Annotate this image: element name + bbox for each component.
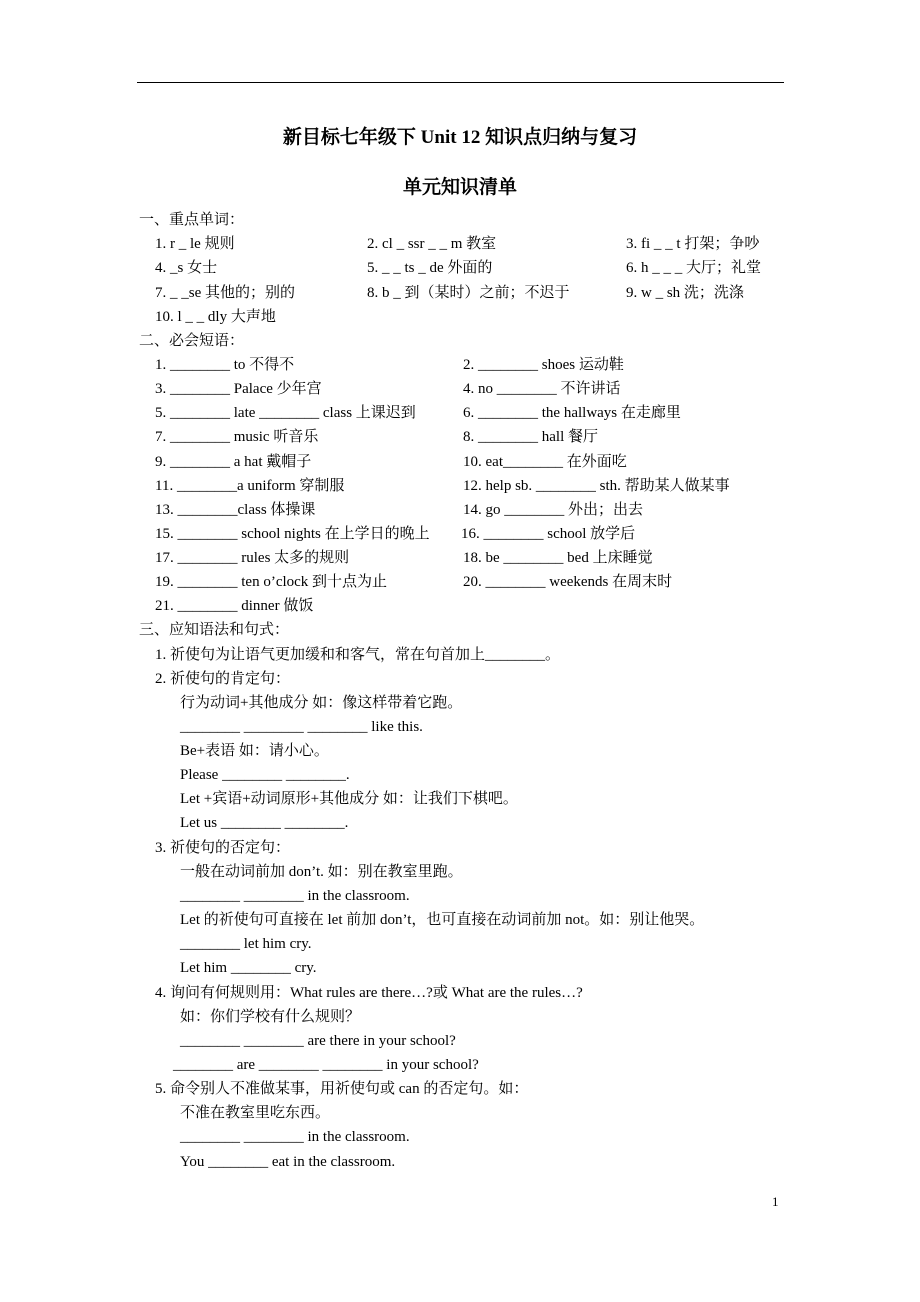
phrase-item: 15. ________ school nights 在上学日的晚上 xyxy=(155,526,430,542)
grammar-line: 一般在动词前加 don’t. 如：别在教室里跑。 xyxy=(180,864,463,880)
section-heading-grammar: 三、应知语法和句式： xyxy=(139,622,290,638)
word-item: 7. _ _se 其他的；别的 xyxy=(155,285,295,301)
phrase-item: 5. ________ late ________ class 上课迟到 xyxy=(155,405,416,421)
phrase-item: 11. ________a uniform 穿制服 xyxy=(155,478,345,494)
grammar-line: Please ________ ________. xyxy=(180,767,350,783)
grammar-line: ________ let him cry. xyxy=(180,936,312,952)
word-item: 10. l _ _ dly 大声地 xyxy=(155,309,276,325)
word-item: 4. _s 女士 xyxy=(155,260,218,276)
grammar-line: 1. 祈使句为让语气更加缓和和客气，常在句首加上________。 xyxy=(155,647,561,663)
grammar-line: ________ are ________ ________ in your school? xyxy=(173,1057,479,1073)
grammar-line: 4. 询问有何规则用：What rules are there…?或 What are the rules…? xyxy=(155,985,583,1001)
document-subtitle: 单元知识清单 xyxy=(402,177,517,198)
phrase-item: 13. ________class 体操课 xyxy=(155,502,316,518)
phrase-item: 1. ________ to 不得不 xyxy=(155,357,295,373)
grammar-line: ________ ________ in the classroom. xyxy=(180,1129,410,1145)
grammar-line: 2. 祈使句的肯定句： xyxy=(155,671,291,687)
phrase-item: 2. ________ shoes 运动鞋 xyxy=(463,357,624,373)
word-item: 8. b _ 到（某时）之前；不迟于 xyxy=(367,285,570,301)
grammar-line: Let 的祈使句可直接在 let 前加 don’t，也可直接在动词前加 not。如：别让他哭。 xyxy=(180,912,705,928)
phrase-item: 19. ________ ten o’clock 到十点为止 xyxy=(155,574,388,590)
section-heading-words: 一、重点单词： xyxy=(139,212,245,228)
grammar-line: ________ ________ in the classroom. xyxy=(180,888,410,904)
phrase-item: 17. ________ rules 太多的规则 xyxy=(155,550,350,566)
grammar-line: ________ ________ are there in your school? xyxy=(180,1033,456,1049)
grammar-line: Be+表语 如：请小心。 xyxy=(180,743,329,759)
phrase-item: 9. ________ a hat 戴帽子 xyxy=(155,454,312,470)
section-heading-phrases: 二、必会短语： xyxy=(139,333,245,349)
phrase-item: 7. ________ music 听音乐 xyxy=(155,429,319,445)
word-item: 1. r _ le 规则 xyxy=(155,236,235,252)
phrase-item: 12. help sb. ________ sth. 帮助某人做某事 xyxy=(463,478,730,494)
phrase-item: 20. ________ weekends 在周末时 xyxy=(463,574,673,590)
phrase-item: 18. be ________ bed 上床睡觉 xyxy=(463,550,653,566)
phrase-item: 16. ________ school 放学后 xyxy=(461,526,636,542)
phrase-item: 14. go ________ 外出；出去 xyxy=(463,502,644,518)
header-rule xyxy=(137,82,784,83)
word-item: 9. w _ sh 洗；洗涤 xyxy=(626,285,744,301)
phrase-item: 4. no ________ 不许讲话 xyxy=(463,381,621,397)
word-item: 6. h _ _ _ 大厅；礼堂 xyxy=(626,260,762,276)
grammar-line: 行为动词+其他成分 如：像这样带着它跑。 xyxy=(180,695,463,711)
word-item: 3. fi _ _ t 打架；争吵 xyxy=(626,236,760,252)
phrase-item: 21. ________ dinner 做饭 xyxy=(155,598,314,614)
phrase-item: 3. ________ Palace 少年宫 xyxy=(155,381,322,397)
phrase-item: 10. eat________ 在外面吃 xyxy=(463,454,627,470)
grammar-line: 不准在教室里吃东西。 xyxy=(180,1105,331,1121)
grammar-line: Let +宾语+动词原形+其他成分 如：让我们下棋吧。 xyxy=(180,791,518,807)
phrase-item: 6. ________ the hallways 在走廊里 xyxy=(463,405,681,421)
document-title: 新目标七年级下 Unit 12 知识点归纳与复习 xyxy=(282,127,638,148)
grammar-line: Let him ________ cry. xyxy=(180,960,317,976)
grammar-line: You ________ eat in the classroom. xyxy=(180,1154,396,1170)
word-item: 2. cl _ ssr _ _ m 教室 xyxy=(367,236,497,252)
phrase-item: 8. ________ hall 餐厅 xyxy=(463,429,598,445)
grammar-line: Let us ________ ________. xyxy=(180,815,349,831)
grammar-line: 5. 命令别人不准做某事，用祈使句或 can 的否定句。如： xyxy=(155,1081,529,1097)
grammar-line: 如：你们学校有什么规则？ xyxy=(180,1009,361,1025)
word-item: 5. _ _ ts _ de 外面的 xyxy=(367,260,493,276)
page-number: 1 xyxy=(772,1194,779,1209)
grammar-line: ________ ________ ________ like this. xyxy=(180,719,423,735)
grammar-line: 3. 祈使句的否定句： xyxy=(155,840,291,856)
